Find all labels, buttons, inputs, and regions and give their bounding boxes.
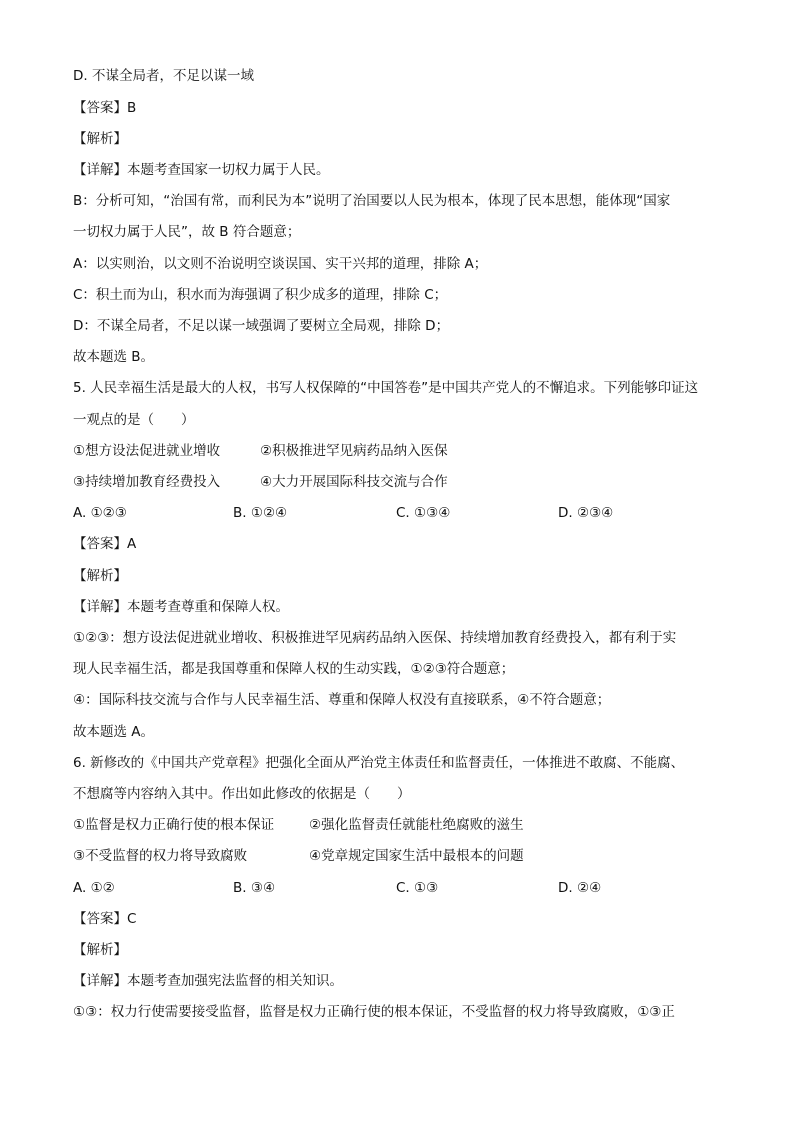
q5-option-b: B. ①②④ bbox=[233, 505, 288, 521]
q6-option-d: D. ②④ bbox=[558, 880, 602, 896]
q6-item-3: ③不受监督的权力将导致腐败 bbox=[73, 848, 248, 864]
q5-detail: 【详解】本题考查尊重和保障人权。 bbox=[73, 599, 289, 615]
q5-item-4: ④大力开展国际科技交流与合作 bbox=[260, 474, 448, 490]
q5-explanation-1-line2: 现人民幸福生活，都是我国尊重和保障人权的生动实践，①②③符合题意； bbox=[73, 661, 515, 677]
q6-item-4: ④党章规定国家生活中最根本的问题 bbox=[309, 848, 524, 864]
q5-stem-line2: 一观点的是（ ） bbox=[73, 412, 195, 428]
q5-analysis-heading: 【解析】 bbox=[73, 568, 127, 584]
q6-answer: 【答案】C bbox=[73, 911, 137, 927]
q6-item-2: ②强化监督责任就能杜绝腐败的滋生 bbox=[309, 817, 524, 833]
q6-stem-line1: 6. 新修改的《中国共产党章程》把强化全面从严治党主体责任和监督责任，一体推进不敢腐、不能腐、 bbox=[73, 755, 685, 771]
q5-option-c: C. ①③④ bbox=[396, 505, 451, 521]
q4-detail: 【详解】本题考查国家一切权力属于人民。 bbox=[73, 162, 330, 178]
q5-item-1: ①想方设法促进就业增收 bbox=[73, 443, 221, 459]
q6-stem-line2: 不想腐等内容纳入其中。作出如此修改的依据是（ ） bbox=[73, 786, 411, 802]
q6-detail: 【详解】本题考查加强宪法监督的相关知识。 bbox=[73, 973, 343, 989]
q4-explanation-b-line1: B：分析可知，“治国有常，而利民为本”说明了治国要以人民为根本，体现了民本思想，能体现“国家 bbox=[73, 193, 671, 209]
q5-explanation-2: ④：国际科技交流与合作与人民幸福生活、尊重和保障人权没有直接联系，④不符合题意； bbox=[73, 692, 611, 708]
q4-explanation-d: D：不谋全局者，不足以谋一域强调了要树立全局观，排除 D； bbox=[73, 318, 450, 334]
q5-explanation-1-line1: ①②③：想方设法促进就业增收、积极推进罕见病药品纳入医保、持续增加教育经费投入，都有利于实 bbox=[73, 630, 677, 646]
q5-option-a: A. ①②③ bbox=[73, 505, 127, 521]
q6-analysis-heading: 【解析】 bbox=[73, 942, 127, 958]
q5-answer: 【答案】A bbox=[73, 536, 137, 552]
q4-option-d: D. 不谋全局者，不足以谋一域 bbox=[73, 68, 254, 84]
q4-explanation-b-line2: 一切权力属于人民”，故 B 符合题意； bbox=[73, 224, 301, 240]
q5-conclusion: 故本题选 A。 bbox=[73, 724, 155, 740]
q6-option-a: A. ①② bbox=[73, 880, 115, 896]
q4-conclusion: 故本题选 B。 bbox=[73, 349, 155, 365]
q6-item-1: ①监督是权力正确行使的根本保证 bbox=[73, 817, 275, 833]
q5-stem-line1: 5. 人民幸福生活是最大的人权，书写人权保障的“中国答卷”是中国共产党人的不懈追求。下列能够印证这 bbox=[73, 380, 699, 396]
q5-option-d: D. ②③④ bbox=[558, 505, 614, 521]
q5-item-2: ②积极推进罕见病药品纳入医保 bbox=[260, 443, 448, 459]
q4-explanation-c: C：积土而为山，积水而为海强调了积少成多的道理，排除 C； bbox=[73, 287, 448, 303]
q4-answer: 【答案】B bbox=[73, 100, 137, 116]
q6-explanation-1-line1: ①③：权力行使需要接受监督，监督是权力正确行使的根本保证，不受监督的权力将导致腐败，①③正 bbox=[73, 1004, 675, 1020]
q4-analysis-heading: 【解析】 bbox=[73, 131, 127, 147]
q6-option-c: C. ①③ bbox=[396, 880, 439, 896]
q5-item-3: ③持续增加教育经费投入 bbox=[73, 474, 221, 490]
q4-explanation-a: A：以实则治，以文则不治说明空谈误国、实干兴邦的道理，排除 A； bbox=[73, 256, 488, 272]
q6-option-b: B. ③④ bbox=[233, 880, 276, 896]
